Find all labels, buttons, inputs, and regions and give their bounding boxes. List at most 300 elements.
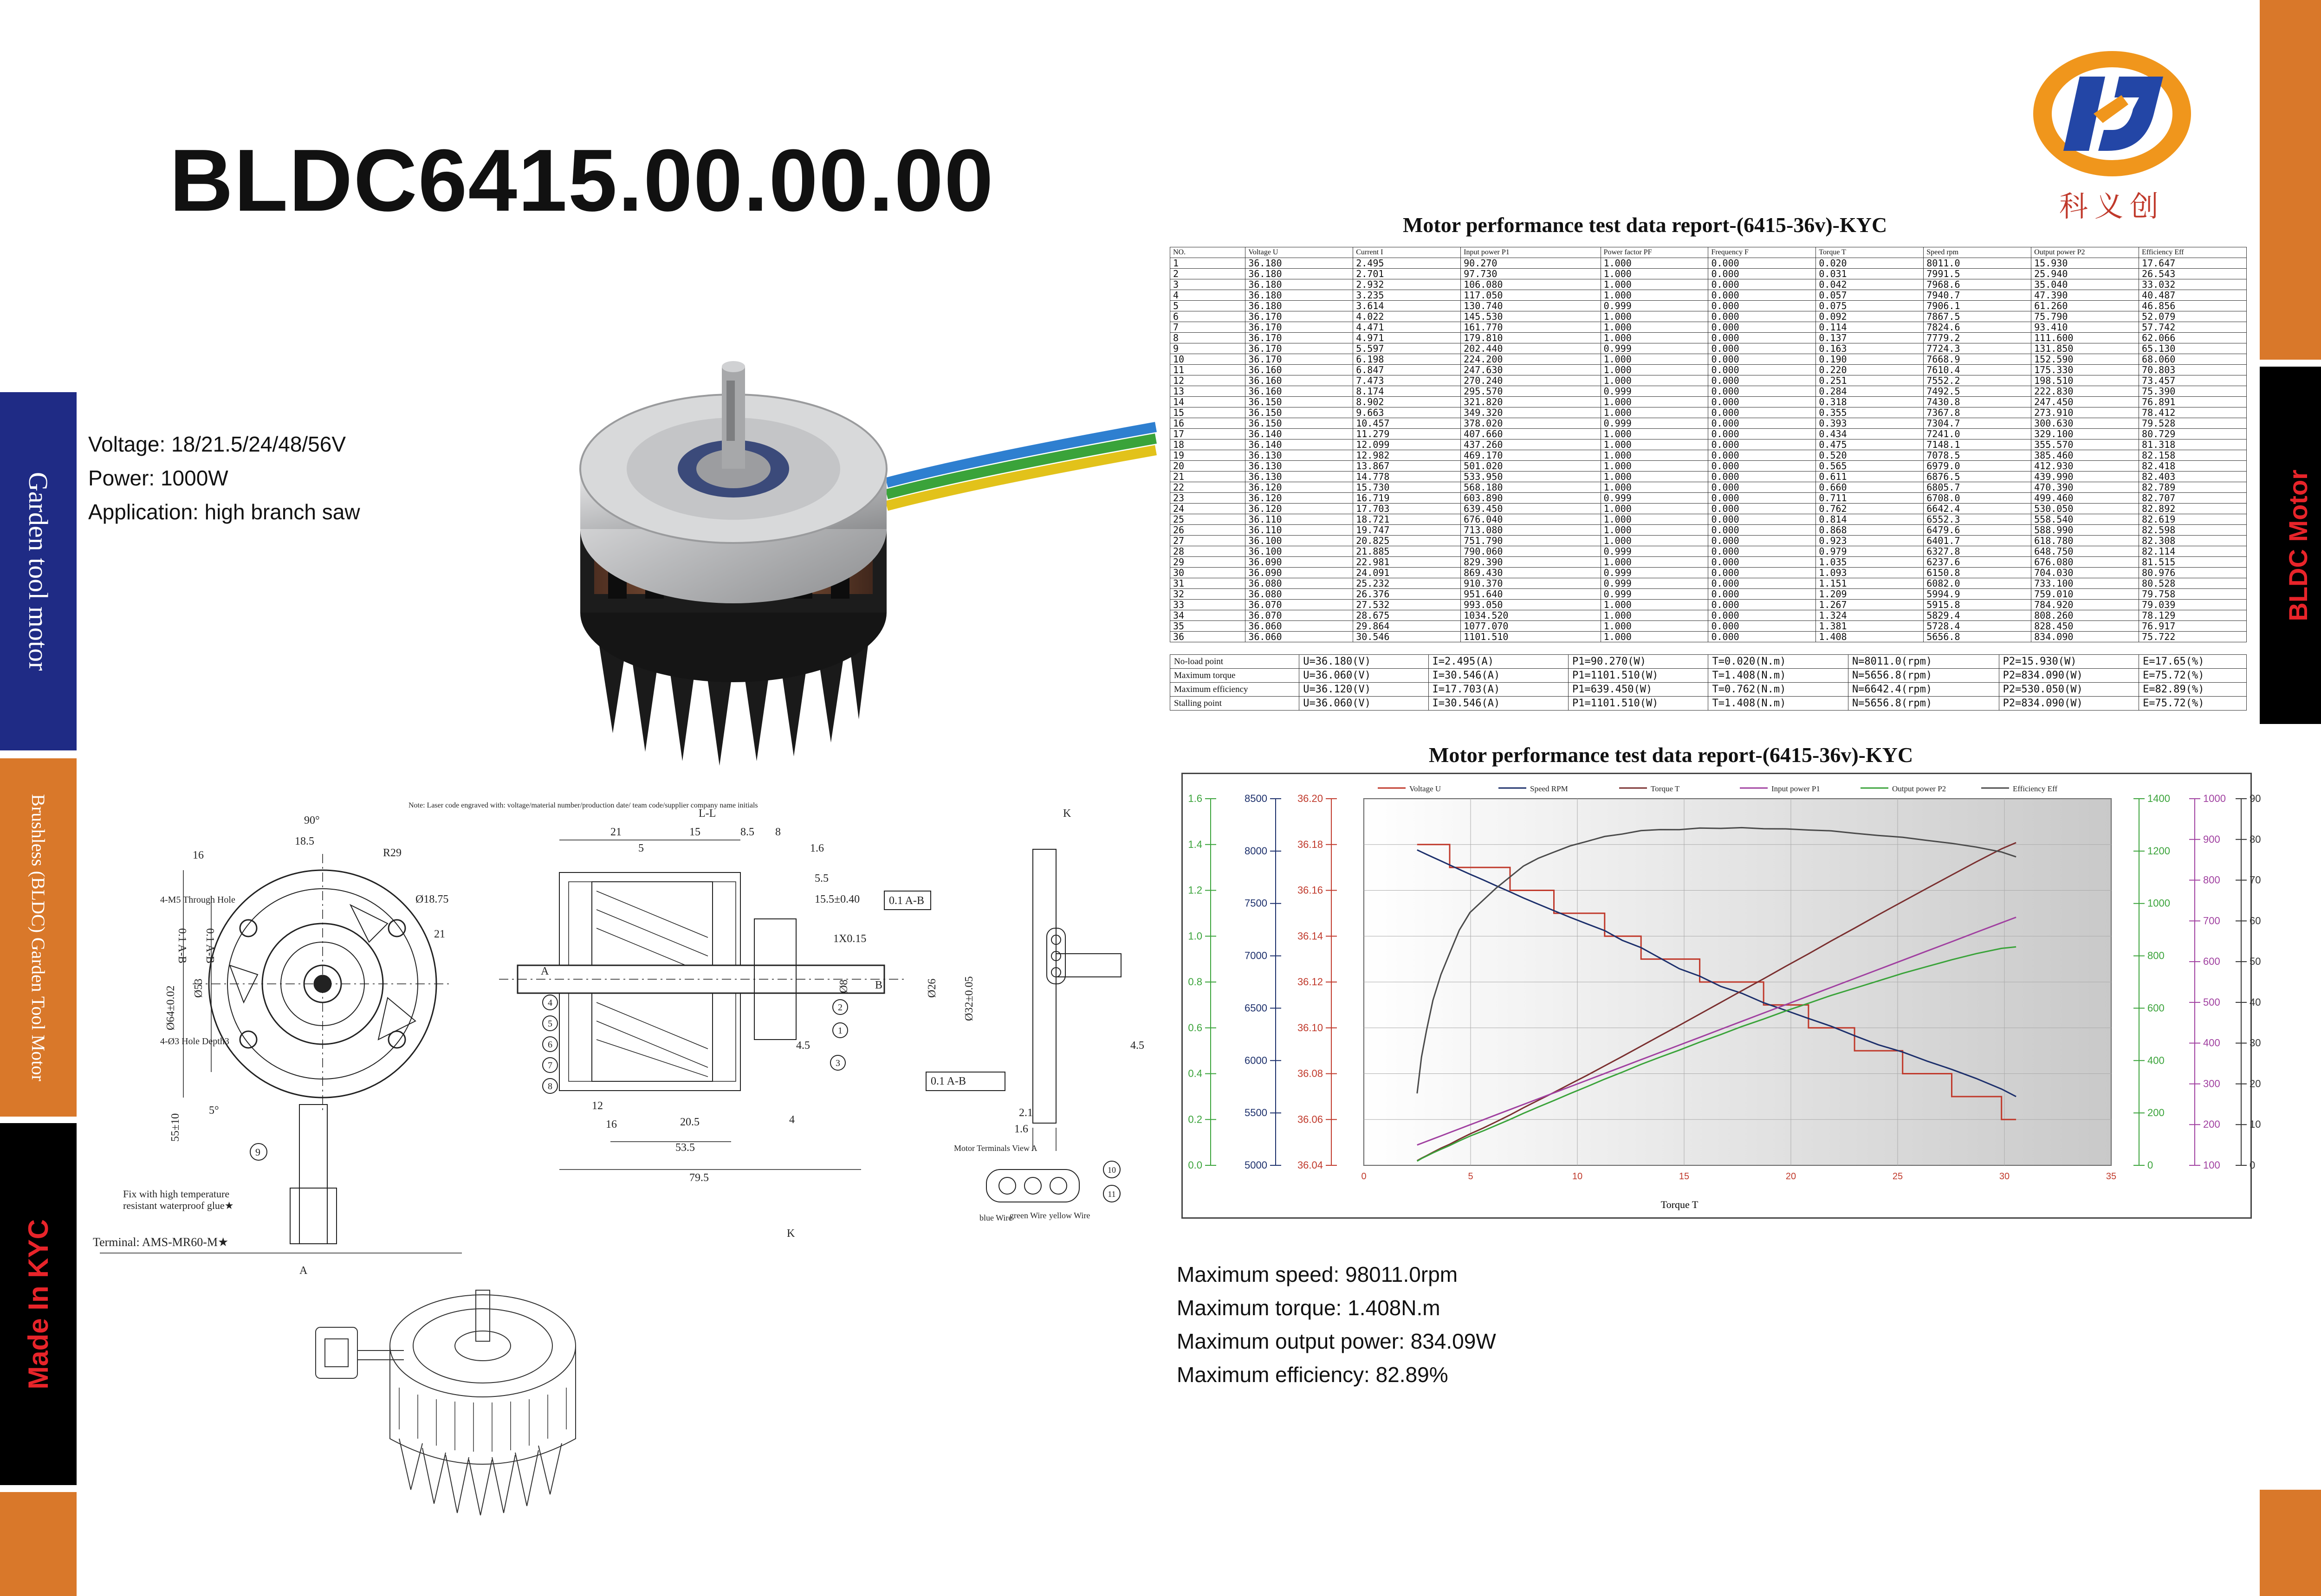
table-cell: 1.209 <box>1816 589 1924 600</box>
table-header-cell: Current I <box>1353 247 1461 258</box>
fix-note-2: resistant waterproof glue★ <box>123 1200 234 1211</box>
table-row <box>1170 568 2247 578</box>
dim-k-2: K <box>1063 808 1071 820</box>
summary-cell: P1=1101.510(W) <box>1569 669 1708 683</box>
table-cell: 17.703 <box>1353 504 1461 514</box>
table-cell: 6 <box>1170 311 1245 322</box>
fix-note-1: Fix with high temperature <box>123 1188 230 1200</box>
table-cell: 82.308 <box>2139 536 2247 546</box>
dim-5: 5 <box>638 842 644 854</box>
table-cell: 7148.1 <box>1924 439 2031 450</box>
table-cell: 1 <box>1170 258 1245 269</box>
dim-a: A <box>541 965 549 977</box>
table-cell: 1.000 <box>1601 557 1708 568</box>
table-cell: 36.110 <box>1245 525 1353 536</box>
table-cell: 5.597 <box>1353 343 1461 354</box>
table-cell: 30 <box>1170 568 1245 578</box>
summary-cell: N=5656.8(rpm) <box>1848 669 1999 683</box>
axis-tick-label: 36.18 <box>1297 838 1323 850</box>
motor-photo <box>534 353 1160 770</box>
balloon-6: 6 <box>548 1040 552 1050</box>
table-header-cell: Torque T <box>1816 247 1924 258</box>
table-cell: 1.000 <box>1601 504 1708 514</box>
table-cell: 530.050 <box>2031 504 2139 514</box>
table-cell: 1.000 <box>1601 322 1708 333</box>
balloon-9: 9 <box>255 1146 260 1158</box>
table-cell: 11 <box>1170 365 1245 375</box>
table-cell: 62.066 <box>2139 333 2247 343</box>
balloon-8: 8 <box>548 1081 552 1092</box>
table-cell: 9 <box>1170 343 1245 354</box>
table-cell: 224.200 <box>1461 354 1601 365</box>
table-cell: 7940.7 <box>1924 290 2031 301</box>
dim-len55: 55±10 <box>169 1113 182 1142</box>
dim-8: 8 <box>775 826 781 838</box>
table-cell: 0.000 <box>1708 557 1816 568</box>
table-cell: 14 <box>1170 397 1245 407</box>
legend-label: Speed RPM <box>1530 784 1568 793</box>
table-row <box>1170 311 2247 322</box>
table-cell: 22.981 <box>1353 557 1461 568</box>
dim-ang: 5° <box>209 1105 219 1117</box>
spec-power: Power: 1000W <box>88 466 228 490</box>
table-cell: 0.711 <box>1816 493 1924 504</box>
table-cell: 273.910 <box>2031 407 2139 418</box>
right-tab-bldc: BLDC Motor <box>2260 367 2321 724</box>
table-cell: 469.170 <box>1461 450 1601 461</box>
table-cell: 0.000 <box>1708 568 1816 578</box>
table-cell: 36.080 <box>1245 589 1353 600</box>
table-cell: 1.000 <box>1601 482 1708 493</box>
table-cell: 36.140 <box>1245 439 1353 450</box>
dim-r1: 18.5 <box>295 835 314 847</box>
table-cell: 3 <box>1170 279 1245 290</box>
table-cell: 0.611 <box>1816 472 1924 482</box>
table-cell: 36.180 <box>1245 301 1353 311</box>
table-cell: 1.000 <box>1601 525 1708 536</box>
table-cell: 0.999 <box>1601 418 1708 429</box>
table-cell: 33 <box>1170 600 1245 610</box>
table-header-cell: Speed rpm <box>1924 247 2031 258</box>
axis-tick-label: 400 <box>2147 1054 2165 1066</box>
table-cell: 8.902 <box>1353 397 1461 407</box>
table-cell: 1077.070 <box>1461 621 1601 632</box>
table-cell: 33.032 <box>2139 279 2247 290</box>
table-cell: 12.982 <box>1353 450 1461 461</box>
table-cell: 97.730 <box>1461 269 1601 279</box>
table-cell: 2.701 <box>1353 269 1461 279</box>
table-cell: 869.430 <box>1461 568 1601 578</box>
performance-chart-svg <box>1183 774 2261 1217</box>
dim-r3: R29 <box>383 847 402 859</box>
table-cell: 19 <box>1170 450 1245 461</box>
left-tab-made-in: Made In KYC <box>0 1123 77 1485</box>
table-cell: 35.040 <box>2031 279 2139 290</box>
table-cell: 32 <box>1170 589 1245 600</box>
table-cell: 1.035 <box>1816 557 1924 568</box>
table-cell: 2.932 <box>1353 279 1461 290</box>
table-cell: 270.240 <box>1461 375 1601 386</box>
table-cell: 6327.8 <box>1924 546 2031 557</box>
dim-45: 4.5 <box>796 1040 810 1052</box>
table-cell: 829.390 <box>1461 557 1601 568</box>
table-cell: 1.000 <box>1601 407 1708 418</box>
axis-tick-label: 7500 <box>1245 897 1267 909</box>
balloon-3: 3 <box>836 1058 840 1068</box>
table-cell: 568.180 <box>1461 482 1601 493</box>
axis-tick-label: 800 <box>2203 874 2220 886</box>
table-row <box>1170 269 2247 279</box>
table-cell: 349.320 <box>1461 407 1601 418</box>
logo-mark-icon <box>2029 44 2196 183</box>
table-cell: 80.729 <box>2139 429 2247 439</box>
table-cell: 6642.4 <box>1924 504 2031 514</box>
dim-b: B <box>875 979 883 991</box>
x-tick-label: 15 <box>1679 1171 1690 1182</box>
spec-application: Application: high branch saw <box>88 500 360 524</box>
summary-cell: Maximum efficiency <box>1170 683 1299 697</box>
summary-cell: T=1.408(N.m) <box>1708 669 1848 683</box>
dim-795: 79.5 <box>689 1172 709 1184</box>
summary-cell: I=30.546(A) <box>1428 697 1568 711</box>
axis-tick-label: 30 <box>2250 1037 2261 1049</box>
table-cell: 16.719 <box>1353 493 1461 504</box>
summary-cell: T=0.020(N.m) <box>1708 655 1848 669</box>
table-row <box>1170 610 2247 621</box>
table-cell: 1.000 <box>1601 514 1708 525</box>
dim-angle: 90° <box>304 814 320 827</box>
table-cell: 6552.3 <box>1924 514 2031 525</box>
table-cell: 36.150 <box>1245 418 1353 429</box>
table-cell: 437.260 <box>1461 439 1601 450</box>
stat-max-torque: Maximum torque: 1.408N.m <box>1177 1296 1440 1320</box>
legend-label: Output power P2 <box>1892 784 1946 793</box>
table-row <box>1170 322 2247 333</box>
dim-tol-2: 0.1 A-B <box>204 928 216 964</box>
summary-cell: N=5656.8(rpm) <box>1848 697 1999 711</box>
left-tab-orange-bottom <box>0 1492 77 1596</box>
table-cell: 588.990 <box>2031 525 2139 536</box>
table-row <box>1170 450 2247 461</box>
table-cell: 0.075 <box>1816 301 1924 311</box>
axis-tick-label: 100 <box>2203 1159 2220 1171</box>
table-cell: 36.110 <box>1245 514 1353 525</box>
table-cell: 36.060 <box>1245 621 1353 632</box>
table-cell: 0.000 <box>1708 290 1816 301</box>
table-cell: 36.060 <box>1245 632 1353 642</box>
table-cell: 28.675 <box>1353 610 1461 621</box>
summary-cell: I=30.546(A) <box>1428 669 1568 683</box>
terminal-label: Terminal: AMS-MR60-M★ <box>93 1235 229 1249</box>
table-cell: 36.070 <box>1245 600 1353 610</box>
company-logo <box>2029 44 2196 225</box>
axis-tick-label: 36.06 <box>1297 1113 1323 1125</box>
table-cell: 7.473 <box>1353 375 1461 386</box>
table-cell: 10 <box>1170 354 1245 365</box>
table-cell: 18 <box>1170 439 1245 450</box>
table-cell: 36.160 <box>1245 375 1353 386</box>
axis-tick-label: 1000 <box>2147 897 2170 909</box>
dim-d53: Ø53 <box>193 978 205 998</box>
table-cell: 0.814 <box>1816 514 1924 525</box>
dim-r2: 16 <box>193 849 204 861</box>
summary-row <box>1170 697 2247 711</box>
balloon-10: 10 <box>1108 1165 1116 1175</box>
section-view <box>499 840 1005 1170</box>
table-cell: 0.000 <box>1708 578 1816 589</box>
summary-cell: N=8011.0(rpm) <box>1848 655 1999 669</box>
left-tab-garden-tool: Garden tool motor <box>0 392 77 750</box>
table-cell: 6237.6 <box>1924 557 2031 568</box>
axis-tick-label: 1.2 <box>1188 884 1202 896</box>
table-cell: 34 <box>1170 610 1245 621</box>
table-cell: 36.080 <box>1245 578 1353 589</box>
table-cell: 790.060 <box>1461 546 1601 557</box>
wire-blue: blue Wire <box>979 1213 1012 1222</box>
table-cell: 27.532 <box>1353 600 1461 610</box>
axis-tick-label: 7000 <box>1245 950 1267 962</box>
table-cell: 0.000 <box>1708 258 1816 269</box>
table-cell: 558.540 <box>2031 514 2139 525</box>
dim-hole: 4-Ø3 Hole Depth3 <box>160 1036 229 1047</box>
dim-15: 15 <box>689 826 700 838</box>
table-header-cell: Voltage U <box>1245 247 1353 258</box>
table-cell: 0.660 <box>1816 482 1924 493</box>
summary-cell: P1=1101.510(W) <box>1569 697 1708 711</box>
table-cell: 25.940 <box>2031 269 2139 279</box>
table-cell: 0.000 <box>1708 365 1816 375</box>
table-cell: 3.614 <box>1353 301 1461 311</box>
table-row <box>1170 472 2247 482</box>
table-cell: 0.042 <box>1816 279 1924 290</box>
table-cell: 7610.4 <box>1924 365 2031 375</box>
table-cell: 81.318 <box>2139 439 2247 450</box>
axis-tick-label: 5500 <box>1245 1107 1267 1119</box>
table-cell: 0.999 <box>1601 578 1708 589</box>
table-cell: 247.630 <box>1461 365 1601 375</box>
table-cell: 0.000 <box>1708 504 1816 514</box>
table-cell: 1.408 <box>1816 632 1924 642</box>
table-header-cell: Power factor PF <box>1601 247 1708 258</box>
axis-tick-label: 36.04 <box>1297 1159 1323 1171</box>
table-cell: 1.267 <box>1816 600 1924 610</box>
table-cell: 713.080 <box>1461 525 1601 536</box>
table-cell: 36.120 <box>1245 493 1353 504</box>
table-cell: 36.180 <box>1245 258 1353 269</box>
table-cell: 1.000 <box>1601 461 1708 472</box>
performance-table <box>1170 247 2247 642</box>
technical-drawing <box>91 789 1172 1286</box>
table-cell: 7906.1 <box>1924 301 2031 311</box>
table-cell: 70.803 <box>2139 365 2247 375</box>
left-tab-brushless: Brushless (BLDC) Garden Tool Motor <box>0 758 77 1117</box>
table-cell: 222.830 <box>2031 386 2139 397</box>
table-cell: 46.856 <box>2139 301 2247 311</box>
x-axis-label: Torque T <box>1660 1199 1699 1210</box>
table-cell: 79.039 <box>2139 600 2247 610</box>
axis-tick-label: 800 <box>2147 950 2165 962</box>
table-cell: 0.284 <box>1816 386 1924 397</box>
table-cell: 0.000 <box>1708 632 1816 642</box>
axis-tick-label: 1.6 <box>1188 793 1202 804</box>
table-cell: 175.330 <box>2031 365 2139 375</box>
table-cell: 17.647 <box>2139 258 2247 269</box>
table-cell: 82.707 <box>2139 493 2247 504</box>
dim-tol-1: 0.1 A-B <box>176 928 188 964</box>
table-cell: 179.810 <box>1461 333 1601 343</box>
axis-tick-label: 0.6 <box>1188 1021 1202 1034</box>
table-cell: 0.868 <box>1816 525 1924 536</box>
table-cell: 9.663 <box>1353 407 1461 418</box>
table-cell: 25 <box>1170 514 1245 525</box>
table-cell: 1.000 <box>1601 610 1708 621</box>
table-cell: 378.020 <box>1461 418 1601 429</box>
spec-voltage: Voltage: 18/21.5/24/48/56V <box>88 432 346 456</box>
table-cell: 8 <box>1170 333 1245 343</box>
table-cell: 0.762 <box>1816 504 1924 514</box>
axis-tick-label: 20 <box>2250 1078 2261 1090</box>
x-tick-label: 30 <box>1999 1171 2010 1182</box>
axis-tick-label: 50 <box>2250 956 2261 968</box>
table-cell: 0.163 <box>1816 343 1924 354</box>
table-cell: 0.092 <box>1816 311 1924 322</box>
table-cell: 499.460 <box>2031 493 2139 504</box>
table-cell: 52.079 <box>2139 311 2247 322</box>
axis-tick-label: 900 <box>2203 833 2220 845</box>
stat-max-output-power: Maximum output power: 834.09W <box>1177 1329 1496 1353</box>
terminals-view-label: Motor Terminals View A <box>954 1144 1037 1153</box>
axis-tick-label: 0.0 <box>1188 1159 1202 1171</box>
table-cell: 751.790 <box>1461 536 1601 546</box>
table-cell: 21.885 <box>1353 546 1461 557</box>
table-cell: 18.721 <box>1353 514 1461 525</box>
table-cell: 993.050 <box>1461 600 1601 610</box>
table-row <box>1170 333 2247 343</box>
table-cell: 17 <box>1170 429 1245 439</box>
dim-85: 8.5 <box>740 826 754 838</box>
table-cell: 1.000 <box>1601 279 1708 290</box>
table-cell: 78.129 <box>2139 610 2247 621</box>
table-cell: 7078.5 <box>1924 450 2031 461</box>
table-cell: 16 <box>1170 418 1245 429</box>
table-cell: 1.000 <box>1601 600 1708 610</box>
table-cell: 8.174 <box>1353 386 1461 397</box>
table-cell: 1.000 <box>1601 311 1708 322</box>
table-cell: 117.050 <box>1461 290 1601 301</box>
summary-cell: U=36.060(V) <box>1299 669 1428 683</box>
table-cell: 5 <box>1170 301 1245 311</box>
table-cell: 808.260 <box>2031 610 2139 621</box>
summary-cell: Maximum torque <box>1170 669 1299 683</box>
balloon-2: 2 <box>838 1002 843 1013</box>
dim-d3: Ø8 <box>838 979 850 993</box>
table-cell: 0.000 <box>1708 589 1816 600</box>
table-cell: 7367.8 <box>1924 407 2031 418</box>
table-cell: 1.093 <box>1816 568 1924 578</box>
summary-cell: P2=834.090(W) <box>1999 697 2139 711</box>
table-cell: 36.170 <box>1245 354 1353 365</box>
table-cell: 35 <box>1170 621 1245 632</box>
table-cell: 82.114 <box>2139 546 2247 557</box>
table-cell: 1.000 <box>1601 290 1708 301</box>
table-cell: 0.999 <box>1601 589 1708 600</box>
dim-thread: 4-M5 Through Hole <box>160 895 235 905</box>
table-cell: 36.150 <box>1245 407 1353 418</box>
table-cell: 7991.5 <box>1924 269 2031 279</box>
x-tick-label: 25 <box>1892 1171 1903 1182</box>
table-cell: 0.000 <box>1708 343 1816 354</box>
performance-data-table <box>1170 247 2247 642</box>
axis-tick-label: 5000 <box>1245 1159 1267 1171</box>
dim-tol-b: 0.1 A-B <box>889 895 925 907</box>
motor-sketch <box>306 1272 594 1531</box>
performance-chart <box>1181 773 2261 1219</box>
table-cell: 7241.0 <box>1924 429 2031 439</box>
table-cell: 355.570 <box>2031 439 2139 450</box>
dim-r5: 21 <box>434 928 445 940</box>
table-cell: 7492.5 <box>1924 386 2031 397</box>
side-view <box>1033 849 1121 1151</box>
table-cell: 36.170 <box>1245 322 1353 333</box>
axis-tick-label: 1.4 <box>1188 838 1202 850</box>
table-cell: 82.418 <box>2139 461 2247 472</box>
table-row <box>1170 397 2247 407</box>
table-cell: 20 <box>1170 461 1245 472</box>
table-cell: 6479.6 <box>1924 525 2031 536</box>
dim-535: 53.5 <box>675 1142 695 1154</box>
table-cell: 4.022 <box>1353 311 1461 322</box>
table-header-cell: Output power P2 <box>2031 247 2139 258</box>
table-cell: 0.000 <box>1708 418 1816 429</box>
table-cell: 247.450 <box>2031 397 2139 407</box>
performance-stats <box>1177 1258 1496 1391</box>
summary-cell: P1=90.270(W) <box>1569 655 1708 669</box>
table-cell: 603.890 <box>1461 493 1601 504</box>
table-cell: 0.220 <box>1816 365 1924 375</box>
summary-cell: N=6642.4(rpm) <box>1848 683 1999 697</box>
table-cell: 648.750 <box>2031 546 2139 557</box>
table-cell: 4 <box>1170 290 1245 301</box>
dim-21b: 2.1 <box>1019 1107 1033 1119</box>
table-cell: 2.495 <box>1353 258 1461 269</box>
table-cell: 152.590 <box>2031 354 2139 365</box>
table-row <box>1170 301 2247 311</box>
report-title-chart: Motor performance test data report-(6415-36v)-KYC <box>1429 743 1913 767</box>
table-cell: 6876.5 <box>1924 472 2031 482</box>
table-cell: 5915.8 <box>1924 600 2031 610</box>
table-cell: 618.780 <box>2031 536 2139 546</box>
table-cell: 0.114 <box>1816 322 1924 333</box>
summary-cell: P2=530.050(W) <box>1999 683 2139 697</box>
table-cell: 5656.8 <box>1924 632 2031 642</box>
table-cell: 11.279 <box>1353 429 1461 439</box>
balloon-11: 11 <box>1108 1189 1116 1199</box>
table-cell: 24 <box>1170 504 1245 514</box>
dim-d26: Ø26 <box>926 978 938 998</box>
table-cell: 0.190 <box>1816 354 1924 365</box>
axis-tick-label: 40 <box>2250 996 2261 1008</box>
table-row <box>1170 621 2247 632</box>
table-cell: 10.457 <box>1353 418 1461 429</box>
summary-row <box>1170 669 2247 683</box>
axis-tick-label: 500 <box>2203 996 2220 1008</box>
axis-tick-label: 6000 <box>1245 1054 1267 1066</box>
table-cell: 161.770 <box>1461 322 1601 333</box>
summary-cell: U=36.060(V) <box>1299 697 1428 711</box>
table-cell: 1.000 <box>1601 472 1708 482</box>
table-cell: 0.000 <box>1708 546 1816 557</box>
axis-tick-label: 80 <box>2250 833 2261 845</box>
